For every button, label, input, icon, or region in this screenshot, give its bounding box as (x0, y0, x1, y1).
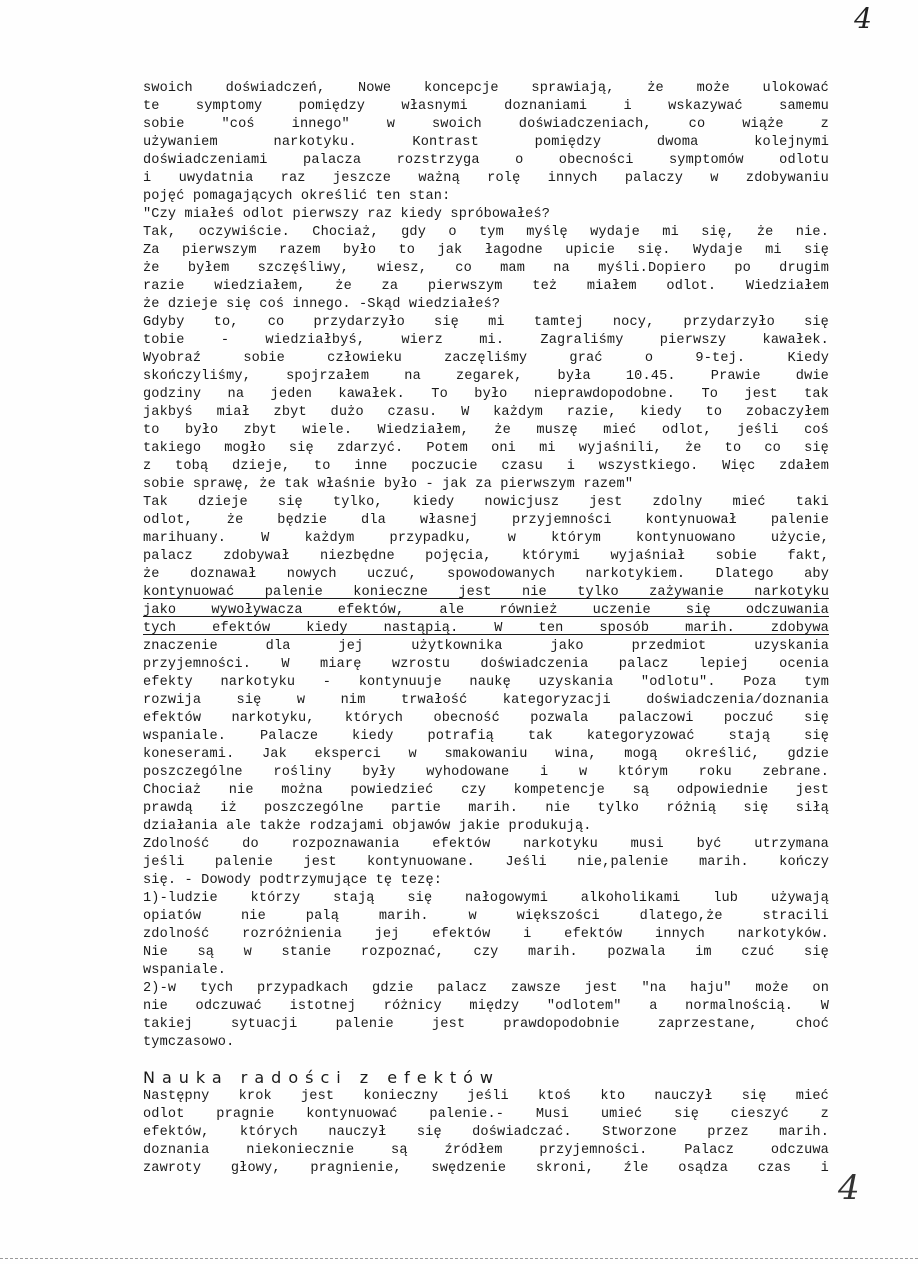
text-line: kontynuować palenie konieczne jest nie tylko zażywanie narkotyku (143, 585, 829, 600)
text-line: Nie są w stanie rozpoznać, czy marih. pozwala im czuć się (143, 945, 829, 960)
text-line: te symptomy pomiędzy własnymi doznaniami i wskazywać samemu (143, 99, 829, 114)
text-line: doświadczeniami palacza rozstrzyga o obecności symptomów odlotu (143, 153, 829, 168)
text-line: odlot pragnie kontynuować palenie.- Musi umieć się cieszyć z (143, 1107, 829, 1122)
body-text (143, 80, 829, 1178)
text-line: "Czy miałeś odlot pierwszy raz kiedy spróbowałeś? (143, 207, 551, 222)
text-line: odlot, że będzie dla własnej przyjemności kontynuował palenie (143, 513, 829, 528)
text-line: efektów narkotyku, których obecność pozwala palaczowi poczuć się (143, 711, 829, 726)
section-paragraphs (143, 1088, 829, 1178)
text-line: Gdyby to, co przydarzyło się mi tamtej nocy, przydarzyło się (143, 315, 829, 330)
text-line: pojęć pomagających określić ten stan: (143, 189, 451, 204)
text-line: palacz zdobywał niezbędne pojęcia, którymi wyjaśniał sobie fakt, (143, 549, 829, 564)
page-number-top: 4 (854, 2, 872, 35)
text-line: znaczenie dla jej użytkownika jako przedmiot uzyskania (143, 639, 829, 654)
text-line: to było zbyt wiele. Wiedziałem, że muszę mieć odlot, jeśli coś (143, 423, 829, 438)
page-bottom-rule (0, 1258, 918, 1259)
text-line: jako wywoływacza efektów, ale również uczenie się odczuwania (143, 603, 829, 618)
text-line: Zdolność do rozpoznawania efektów narkotyku musi być utrzymana (143, 837, 829, 852)
text-line: rozwija się w nim trwałość kategoryzacji doświadczenia/doznania (143, 693, 829, 708)
text-line: 1)-ludzie którzy stają się nałogowymi alkoholikami lub używają (143, 891, 829, 906)
text-line: razie wiedziałem, że za pierwszym też miałem odlot. Wiedziałem (143, 279, 829, 294)
text-line: skończyliśmy, spojrzałem na zegarek, była 10.45. Prawie dwie (143, 369, 829, 384)
text-line: efektów, których nauczył się doświadczać. Stworzone przez marih. (143, 1125, 829, 1140)
text-line: się. - Dowody podtrzymujące tę tezę: (143, 873, 443, 888)
text-line: używaniem narkotyku. Kontrast pomiędzy dwoma kolejnymi (143, 135, 829, 150)
text-line: tobie - wiedziałbyś, wierz mi. Zagraliśmy pierwszy kawałek. (143, 333, 829, 348)
page-number-bottom: 4 (838, 1168, 860, 1208)
text-line: przyjemności. W miarę wzrostu doświadczenia palacz lepiej ocenia (143, 657, 829, 672)
text-line: tymczasowo. (143, 1035, 235, 1050)
text-line: Za pierwszym razem było to jak łagodne upicie się. Wydaje mi się (143, 243, 829, 258)
text-line: doznania niekoniecznie są źródłem przyjemności. Palacz odczuwa (143, 1143, 829, 1158)
text-line: jakbyś miał zbyt dużo czasu. W każdym razie, kiedy to zobaczyłem (143, 405, 829, 420)
text-line: Wyobraź sobie człowieku zaczęliśmy grać o 9-tej. Kiedy (143, 351, 829, 366)
section-heading: Nauka radości z efektów (143, 1068, 500, 1087)
text-line: takiego mogło się zdarzyć. Potem oni mi wyjaśnili, że to co się (143, 441, 829, 456)
text-line: opiatów nie palą marih. w większości dlatego,że stracili (143, 909, 829, 924)
text-line: wspaniale. Palacze kiedy potrafią tak kategoryzować stają się (143, 729, 829, 744)
text-line: zawroty głowy, pragnienie, swędzenie skroni, źle osądza czas i (143, 1161, 829, 1176)
text-line: marihuany. W każdym przypadku, w którym kontynuowano użycie, (143, 531, 829, 546)
text-line: i uwydatnia raz jeszcze ważną rolę innych palaczy w zdobywaniu (143, 171, 829, 186)
text-line: Tak, oczywiście. Chociaż, gdy o tym myślę wydaje mi się, że nie. (143, 225, 829, 240)
text-line: jeśli palenie jest kontynuowane. Jeśli nie,palenie marih. kończy (143, 855, 829, 870)
text-line: że dzieje się coś innego. -Skąd wiedziałeś? (143, 297, 501, 312)
text-line: 2)-w tych przypadkach gdzie palacz zawsze jest "na haju" może on (143, 981, 829, 996)
text-line: poszczególne rośliny były wyhodowane i w którym roku zebrane. (143, 765, 829, 780)
text-line: zdolność rozróżnienia jej efektów i efektów innych narkotyków. (143, 927, 829, 942)
text-line: tych efektów kiedy nastąpią. W ten sposób marih. zdobywa (143, 621, 829, 636)
text-line: że byłem szczęśliwy, wiesz, co mam na myśli.Dopiero po drugim (143, 261, 829, 276)
text-line: prawdą iż poszczególne partie marih. nie tylko różnią się siłą (143, 801, 829, 816)
main-paragraphs (143, 80, 829, 1052)
text-line: działania ale także rodzajami objawów jakie produkują. (143, 819, 592, 834)
text-line: Tak dzieje się tylko, kiedy nowicjusz jest zdolny mieć taki (143, 495, 829, 510)
text-line: efekty narkotyku - kontynuuje naukę uzyskania "odlotu". Poza tym (143, 675, 829, 690)
text-line: z tobą dzieje, to inne poczucie czasu i wszystkiego. Więc zdałem (143, 459, 829, 474)
text-line: Chociaż nie można powiedzieć czy kompetencje są odpowiednie jest (143, 783, 829, 798)
text-line: wspaniale. (143, 963, 227, 978)
text-line: nie odczuwać istotnej różnicy między "odlotem" a normalnością. W (143, 999, 829, 1014)
text-line: swoich doświadczeń, Nowe koncepcje sprawiają, że może ulokować (143, 81, 829, 96)
text-line: sobie sprawę, że tak właśnie było - jak za pierwszym razem" (143, 477, 634, 492)
text-line: sobie "coś innego" w swoich doświadczeniach, co wiąże z (143, 117, 829, 132)
text-line: Następny krok jest konieczny jeśli ktoś kto nauczył się mieć (143, 1089, 829, 1104)
text-line: godziny na jeden kawałek. To było nieprawdopodobne. To jest tak (143, 387, 829, 402)
text-line: takiej sytuacji palenie jest prawdopodobnie zaprzestane, choć (143, 1017, 829, 1032)
text-line: że doznawał nowych uczuć, spowodowanych narkotykiem. Dlatego aby (143, 567, 829, 582)
text-line: koneserami. Jak eksperci w smakowaniu wina, mogą określić, gdzie (143, 747, 829, 762)
